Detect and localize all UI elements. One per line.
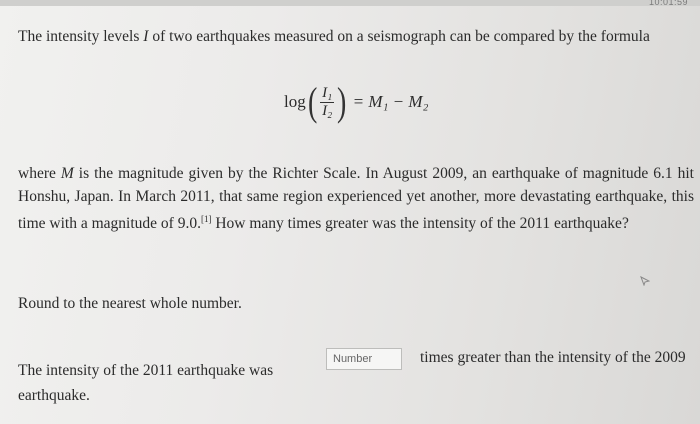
fraction-denominator: I₂ bbox=[322, 102, 333, 119]
variable-i: I bbox=[143, 28, 149, 45]
variable-m: M bbox=[60, 165, 74, 182]
right-paren: ) bbox=[337, 79, 347, 124]
intro-text bbox=[18, 26, 688, 48]
formula bbox=[284, 79, 429, 124]
problem-text bbox=[18, 162, 694, 235]
formula-fraction bbox=[320, 85, 334, 120]
problem-text-a: is the magnitude given by the Richter Scale. In August 2009, an earthquake of magnitude 6.1 hit Honshu, Japan. In March 2011, that same region experienced yet another, more devastating earthquake, this time with a magnitude of 9.0. bbox=[18, 165, 694, 233]
left-paren: ( bbox=[307, 79, 318, 124]
intro-after: of two earthquakes measured on a seismograph can be compared by the formula bbox=[148, 28, 650, 45]
problem-text-b: How many times greater was the intensity of the 2011 earthquake? bbox=[211, 215, 629, 233]
footnote-link[interactable]: [1] bbox=[200, 214, 212, 224]
number-input[interactable] bbox=[326, 348, 402, 370]
instruction: Round to the nearest whole number. bbox=[18, 295, 242, 312]
answer-prefix: The intensity of the 2011 earthquake was bbox=[18, 362, 274, 379]
fraction-numerator: I₁ bbox=[322, 84, 333, 101]
status-bar bbox=[0, 0, 700, 6]
intro-before: The intensity levels bbox=[18, 28, 144, 45]
answer-end: earthquake. bbox=[18, 387, 90, 404]
formula-rhs: = M₁ − M₂ bbox=[352, 92, 429, 111]
problem-where: where bbox=[18, 165, 61, 182]
timer: 10:01:59 bbox=[648, 0, 688, 7]
cursor-icon bbox=[640, 276, 650, 286]
formula-log: log bbox=[284, 92, 306, 111]
answer-suffix: times greater than the intensity of the 2009 bbox=[420, 349, 686, 366]
